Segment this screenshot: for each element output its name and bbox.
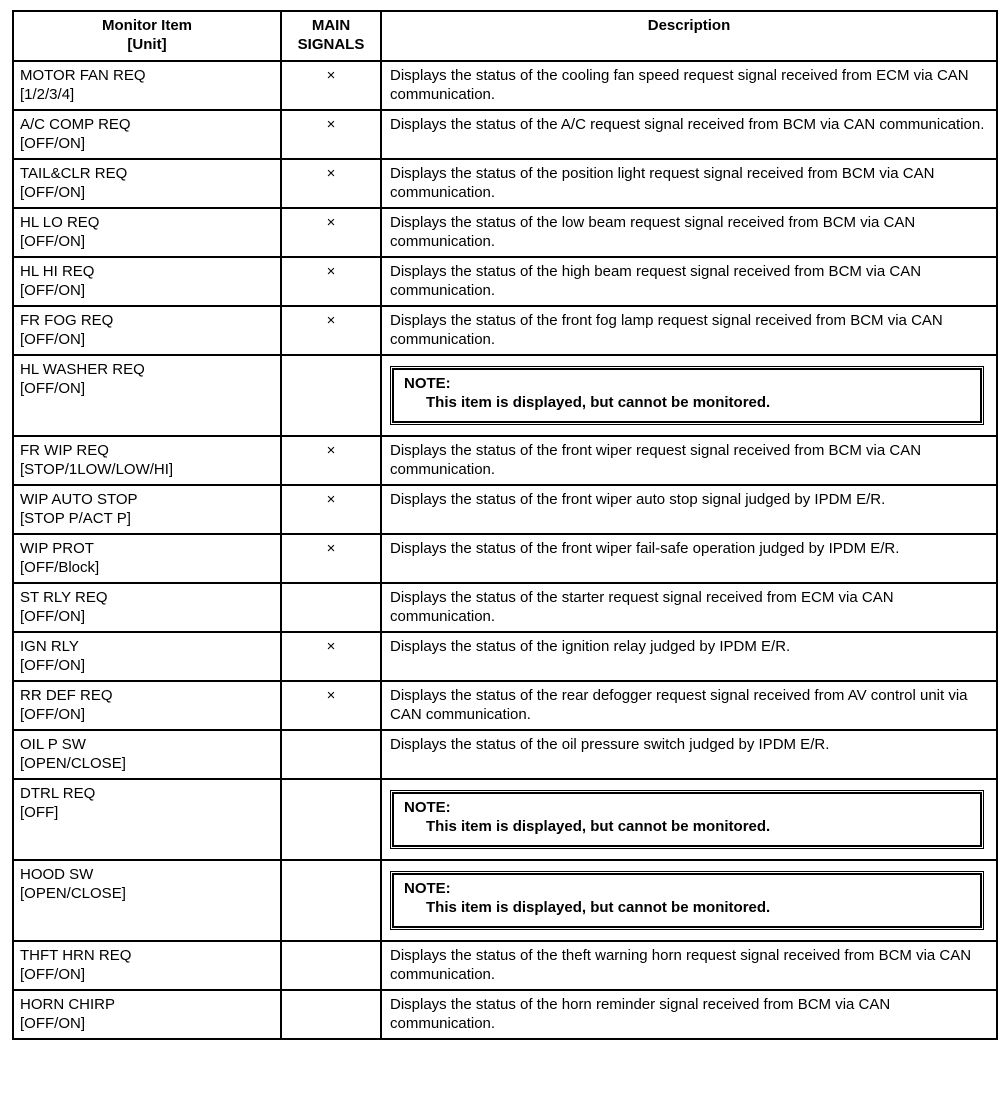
note-box [390,871,984,930]
main-signal-cell [281,355,381,436]
monitor-item-name: WIP PROT [20,539,94,557]
monitor-item-unit: [1/2/3/4] [20,86,75,103]
monitor-item-unit: [STOP/1LOW/LOW/HI] [20,461,174,478]
monitor-item-name: OIL P SW [20,735,86,753]
description-cell: Displays the status of the front wiper auto stop signal judged by IPDM E/R. [381,485,997,534]
monitor-item-name: FR FOG REQ [20,311,114,329]
main-signal-cell: × [281,110,381,159]
description-cell: Displays the status of the low beam request signal received from BCM via CAN communication. [381,208,997,257]
description-cell: Displays the status of the position light request signal received from BCM via CAN communication. [381,159,997,208]
header-main-signals-line1: MAIN [311,17,351,34]
main-signal-cell [281,730,381,779]
description-cell: Displays the status of the starter request signal received from ECM via CAN communication. [381,583,997,632]
monitor-item-name: RR DEF REQ [20,686,113,704]
main-signal-cell [281,860,381,941]
monitor-item-name: HOOD SW [20,865,94,883]
main-signal-cell [281,583,381,632]
main-signal-cell: × [281,681,381,730]
main-signal-cell: × [281,159,381,208]
table-row [13,779,997,860]
monitor-item-name: A/C COMP REQ [20,115,131,133]
header-main-signals-line2: SIGNALS [297,35,365,53]
monitor-item-unit: [OFF/ON] [20,1015,85,1032]
description-cell [381,355,997,436]
monitor-table [12,10,998,1040]
description-cell: Displays the status of the horn reminder signal received from BCM via CAN communication. [381,990,997,1039]
table-row [13,61,997,110]
monitor-item-unit: [OPEN/CLOSE] [20,755,126,772]
main-signal-cell [281,941,381,990]
monitor-item-name: TAIL&CLR REQ [20,164,128,182]
monitor-item-unit: [OFF/ON] [20,184,85,201]
table-row [13,534,997,583]
description-cell: Displays the status of the front fog lamp request signal received from BCM via CAN communication. [381,306,997,355]
description-cell [381,860,997,941]
header-description: Description [381,11,997,61]
monitor-item-unit: [STOP P/ACT P] [20,510,131,527]
table-row [13,485,997,534]
main-signal-cell [281,779,381,860]
monitor-item-unit: [OFF] [20,804,59,821]
monitor-item-name: WIP AUTO STOP [20,490,138,508]
monitor-item-name: FR WIP REQ [20,441,109,459]
main-signal-cell: × [281,208,381,257]
note-body: This item is displayed, but cannot be monitored. [426,394,771,411]
table-row [13,941,997,990]
description-cell: Displays the status of the rear defogger request signal received from AV control unit via CAN communication. [381,681,997,730]
note-box [390,790,984,849]
monitor-item-unit: [OFF/ON] [20,966,85,983]
main-signal-cell: × [281,61,381,110]
monitor-item-unit: [OFF/ON] [20,282,85,299]
table-row [13,436,997,485]
description-cell: Displays the status of the high beam request signal received from BCM via CAN communication. [381,257,997,306]
monitor-item-unit: [OFF/ON] [20,233,85,250]
table-row [13,306,997,355]
note-body: This item is displayed, but cannot be monitored. [426,818,771,835]
monitor-item-unit: [OFF/ON] [20,706,85,723]
description-cell: Displays the status of the A/C request signal received from BCM via CAN communication. [381,110,997,159]
table-row [13,681,997,730]
main-signal-cell [281,990,381,1039]
monitor-item-unit: [OFF/ON] [20,380,85,397]
table-row [13,990,997,1039]
main-signal-cell: × [281,436,381,485]
table-row [13,583,997,632]
table-header [13,11,997,61]
note-box [390,366,984,425]
header-monitor-item-line2: [Unit] [127,35,167,53]
description-cell: Displays the status of the theft warning horn request signal received from BCM via CAN communication. [381,941,997,990]
monitor-item-unit: [OFF/ON] [20,657,85,674]
monitor-item-name: HL WASHER REQ [20,360,145,378]
description-cell: Displays the status of the ignition relay judged by IPDM E/R. [381,632,997,681]
monitor-item-name: HL LO REQ [20,213,100,231]
description-cell: Displays the status of the cooling fan speed request signal received from ECM via CAN communication. [381,61,997,110]
description-cell: Displays the status of the front wiper fail-safe operation judged by IPDM E/R. [381,534,997,583]
header-main-signals [281,11,381,61]
monitor-item-unit: [OPEN/CLOSE] [20,885,126,902]
monitor-item-unit: [OFF/ON] [20,331,85,348]
monitor-item-unit: [OFF/ON] [20,608,85,625]
table-row [13,257,997,306]
description-cell: Displays the status of the front wiper request signal received from BCM via CAN communication. [381,436,997,485]
note-title: NOTE: [404,798,451,816]
monitor-item-unit: [OFF/Block] [20,559,100,576]
table-body [13,61,997,1039]
main-signal-cell: × [281,257,381,306]
table-row [13,355,997,436]
note-title: NOTE: [404,879,451,897]
monitor-item-name: DTRL REQ [20,784,96,802]
header-row [13,11,997,61]
header-monitor-item-line1: Monitor Item [102,17,192,34]
main-signal-cell: × [281,534,381,583]
monitor-item-unit: [OFF/ON] [20,135,85,152]
main-signal-cell: × [281,485,381,534]
main-signal-cell: × [281,306,381,355]
table-row [13,730,997,779]
monitor-item-name: MOTOR FAN REQ [20,66,146,84]
table-row [13,208,997,257]
monitor-item-name: IGN RLY [20,637,79,655]
description-cell [381,779,997,860]
table-row [13,159,997,208]
table-row [13,110,997,159]
monitor-item-name: HORN CHIRP [20,995,116,1013]
table-row [13,632,997,681]
main-signal-cell: × [281,632,381,681]
header-monitor-item [13,11,281,61]
note-title: NOTE: [404,374,451,392]
monitor-item-name: THFT HRN REQ [20,946,132,964]
monitor-item-name: HL HI REQ [20,262,95,280]
note-body: This item is displayed, but cannot be monitored. [426,899,771,916]
table-row [13,860,997,941]
monitor-item-name: ST RLY REQ [20,588,108,606]
description-cell: Displays the status of the oil pressure switch judged by IPDM E/R. [381,730,997,779]
